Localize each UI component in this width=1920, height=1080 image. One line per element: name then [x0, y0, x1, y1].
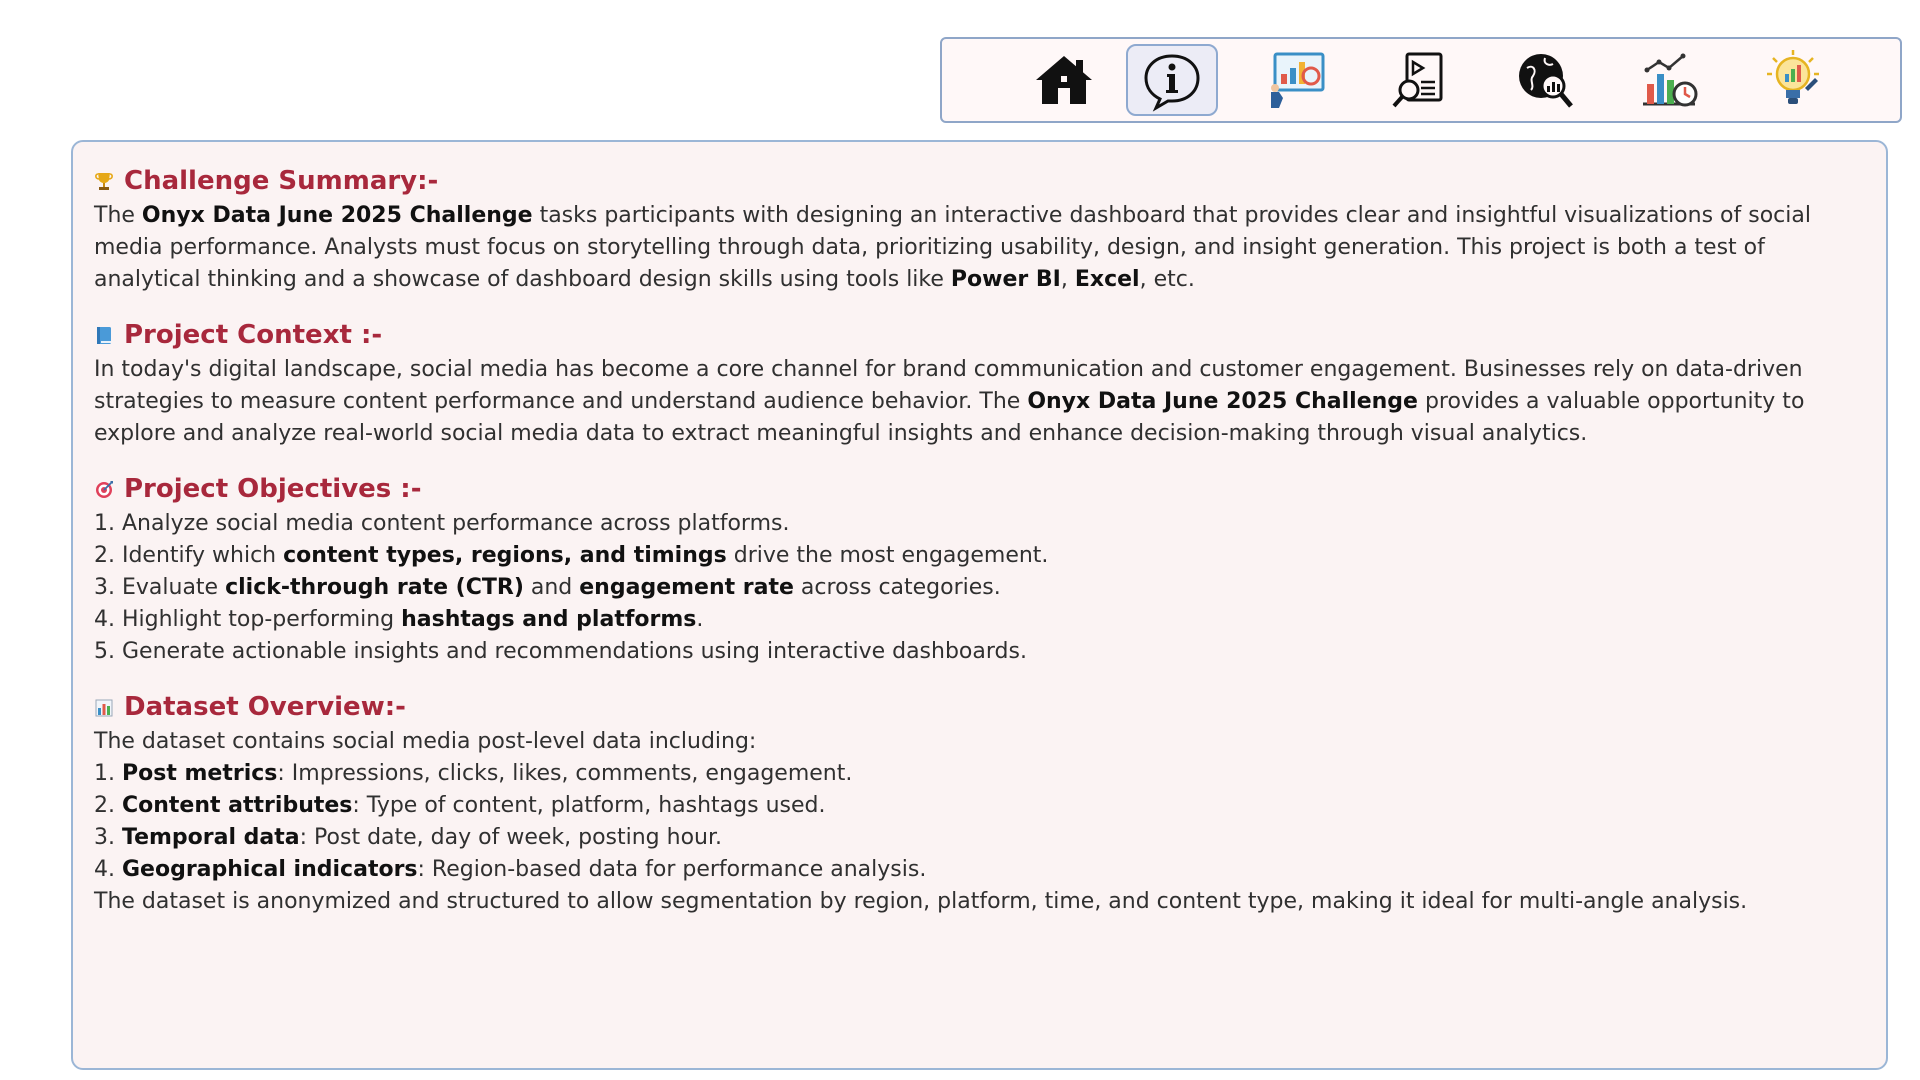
dataset-overview-section [94, 690, 1874, 918]
dataset-overview-title: Dataset Overview:- [124, 692, 406, 722]
nav-dashboard-button[interactable] [1251, 44, 1343, 116]
home-icon [1032, 48, 1096, 112]
book-icon [94, 324, 114, 346]
objective-item: 1. Analyze social media content performance across platforms. [94, 511, 790, 536]
nav-chart-clock-button[interactable] [1623, 44, 1715, 116]
objective-item: 2. Identify which content types, regions, and timings drive the most engagement. [94, 543, 1049, 568]
content-body [94, 164, 1874, 940]
nav-document-search-button[interactable] [1375, 44, 1467, 116]
project-objectives-title: Project Objectives :- [124, 474, 422, 504]
challenge-summary-title: Challenge Summary:- [124, 166, 439, 196]
dataset-item: 1. Post metrics: Impressions, clicks, likes, comments, engagement. [94, 761, 853, 786]
dataset-overview-heading [94, 690, 1874, 724]
nav-info-button[interactable] [1126, 44, 1218, 116]
project-context-text: In today's digital landscape, social media has become a core channel for brand communication and customer engagement. Businesses rely on data-driven strategies to measure content performance and understand audience behavior. The Onyx Data June 2025 Challenge provides a valuable opportunity to explore and analyze real-world social media data to extract meaningful insights and enhance decision-making through visual analytics. [94, 357, 1805, 446]
info-icon [1140, 48, 1204, 112]
nav-home-button[interactable] [1018, 44, 1110, 116]
top-nav-bar [940, 37, 1902, 123]
document-search-icon [1389, 48, 1453, 112]
objective-item: 4. Highlight top-performing hashtags and platforms. [94, 607, 704, 632]
project-context-title: Project Context :- [124, 320, 383, 350]
lightbulb-icon [1761, 48, 1825, 112]
objective-item: 3. Evaluate click-through rate (CTR) and engagement rate across categories. [94, 575, 1001, 600]
globe-search-icon [1513, 48, 1577, 112]
dataset-item: 3. Temporal data: Post date, day of week, posting hour. [94, 825, 723, 850]
nav-globe-search-button[interactable] [1499, 44, 1591, 116]
chart-clock-icon [1637, 48, 1701, 112]
challenge-summary-text: The Onyx Data June 2025 Challenge tasks participants with designing an interactive dashboard that provides clear and insightful visualizations of social media performance. Analysts must focus on storytelling through data, prioritizing usability, design, and insight generation. This project is both a test of analytical thinking and a showcase of dashboard design skills using tools like Power BI, Excel, etc. [94, 203, 1811, 292]
project-objectives-section [94, 472, 1874, 668]
content-panel [71, 140, 1888, 1070]
dataset-outro: The dataset is anonymized and structured to allow segmentation by region, platform, time, and content type, making it ideal for multi-angle analysis. [94, 889, 1748, 914]
dataset-item: 2. Content attributes: Type of content, platform, hashtags used. [94, 793, 826, 818]
project-context-heading [94, 318, 1874, 352]
dataset-item: 4. Geographical indicators: Region-based data for performance analysis. [94, 857, 927, 882]
dashboard-presentation-icon [1265, 48, 1329, 112]
dataset-intro: The dataset contains social media post-level data including: [94, 729, 757, 754]
challenge-summary-heading [94, 164, 1874, 198]
objective-item: 5. Generate actionable insights and recommendations using interactive dashboards. [94, 639, 1027, 664]
trophy-icon [94, 170, 114, 192]
project-context-section [94, 318, 1874, 450]
challenge-summary-section [94, 164, 1874, 296]
bar-chart-icon [94, 696, 114, 718]
project-objectives-heading [94, 472, 1874, 506]
nav-insights-button[interactable] [1747, 44, 1839, 116]
target-icon [94, 478, 114, 500]
